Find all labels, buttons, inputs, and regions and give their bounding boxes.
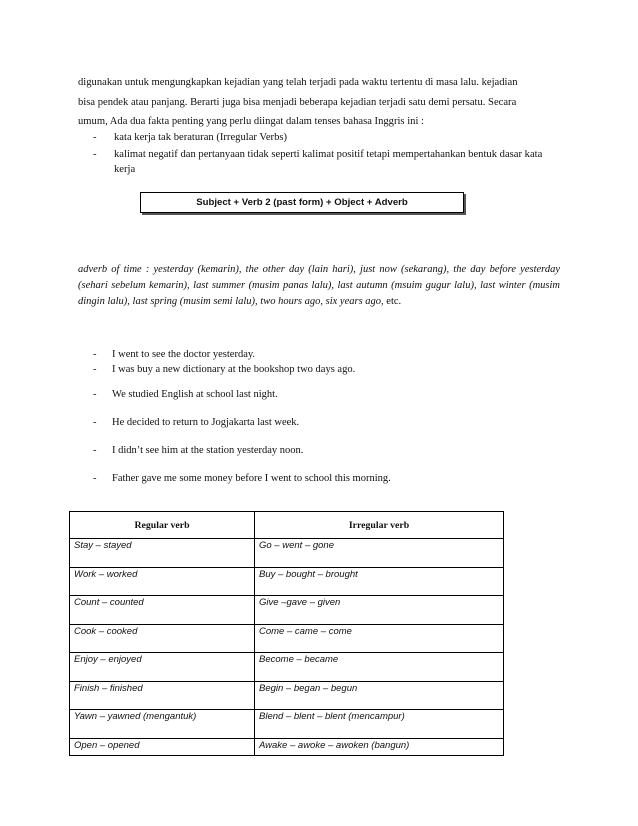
table-row <box>70 653 504 682</box>
intro-line: umum, Ada dua fakta penting yang perlu diingat dalam tenses bahasa Inggris ini : <box>78 116 424 127</box>
verb-table <box>69 511 504 756</box>
list-item <box>78 130 560 146</box>
regular-verb-cell: Open – opened <box>70 738 255 755</box>
column-header-regular: Regular verb <box>70 512 255 539</box>
dash-marker: - <box>93 364 97 375</box>
table-row <box>70 596 504 625</box>
irregular-verb-cell: Become – became <box>255 653 504 682</box>
regular-verb-cell: Count – counted <box>70 596 255 625</box>
list-item-text: kalimat negatif dan pertanyaan tidak seperti kalimat positif tetapi mempertahankan bentuk dasar kata kerja <box>114 148 543 175</box>
intro-paragraph <box>78 73 560 132</box>
list-item <box>78 473 391 484</box>
dash-marker: - <box>93 417 97 428</box>
facts-list <box>78 130 560 178</box>
dash-marker: - <box>93 389 97 400</box>
regular-verb-cell: Yawn – yawned (mengantuk) <box>70 710 255 739</box>
column-header-irregular: Irregular verb <box>255 512 504 539</box>
table-header-row <box>70 512 504 539</box>
list-item-text: kata kerja tak beraturan (Irregular Verbs) <box>114 132 288 143</box>
list-item <box>78 349 255 360</box>
list-item <box>78 445 303 456</box>
irregular-verb-cell: Go – went – gone <box>255 539 504 568</box>
adverb-list: : yesterday (kemarin), the other day (lain hari), just now (sekarang), the day before yesterday (sehari sebelum kemarin), last summer (musim panas lalu), last autumn (msuim gugur lalu), last winter (musim dingin lalu), last spring (musim semi lalu), two hours ago, six years ago, <box>78 264 561 307</box>
regular-verb-cell: Enjoy – enjoyed <box>70 653 255 682</box>
regular-verb-cell: Work – worked <box>70 567 255 596</box>
dash-marker: - <box>93 445 97 456</box>
list-item-text: I went to see the doctor yesterday. <box>112 349 256 360</box>
list-item <box>78 417 299 428</box>
list-item <box>78 147 560 178</box>
intro-line: bisa pendek atau panjang. Berarti juga bisa menjadi beberapa kejadian terjadi satu demi persatu. Secara <box>78 96 517 108</box>
table-row <box>70 681 504 710</box>
list-item-text: He decided to return to Jogjakarta last week. <box>112 417 300 428</box>
table-row <box>70 624 504 653</box>
dash-marker: - <box>93 148 97 160</box>
adverb-of-time-paragraph <box>78 262 560 310</box>
irregular-verb-cell: Blend – blent – blent (mencampur) <box>255 710 504 739</box>
irregular-verb-cell: Give –gave – given <box>255 596 504 625</box>
regular-verb-cell: Stay – stayed <box>70 539 255 568</box>
dash-marker: - <box>93 349 97 360</box>
irregular-verb-cell: Begin – began – begun <box>255 681 504 710</box>
adverb-etc: etc. <box>383 296 402 307</box>
table-row <box>70 710 504 739</box>
list-item-text: I didn’t see him at the station yesterday noon. <box>112 445 304 456</box>
list-item <box>78 364 355 375</box>
list-item-text: Father gave me some money before I went to school this morning. <box>112 473 391 484</box>
adverb-label: adverb of time <box>78 264 142 275</box>
dash-marker: - <box>93 473 97 484</box>
table-row <box>70 738 504 755</box>
table-row <box>70 567 504 596</box>
intro-line: digunakan untuk mengungkapkan kejadian yang telah terjadi pada waktu tertentu di masa lalu. kejadian <box>78 77 518 88</box>
formula-box: Subject + Verb 2 (past form) + Object + Adverb <box>140 192 464 213</box>
regular-verb-cell: Cook – cooked <box>70 624 255 653</box>
irregular-verb-cell: Buy – bought – brought <box>255 567 504 596</box>
regular-verb-cell: Finish – finished <box>70 681 255 710</box>
list-item <box>78 389 278 400</box>
list-item-text: I was buy a new dictionary at the bookshop two days ago. <box>112 364 356 375</box>
dash-marker: - <box>93 132 97 143</box>
list-item-text: We studied English at school last night. <box>112 389 278 400</box>
irregular-verb-cell: Awake – awoke – awoken (bangun) <box>255 738 504 755</box>
irregular-verb-cell: Come – came – come <box>255 624 504 653</box>
table-row <box>70 539 504 568</box>
